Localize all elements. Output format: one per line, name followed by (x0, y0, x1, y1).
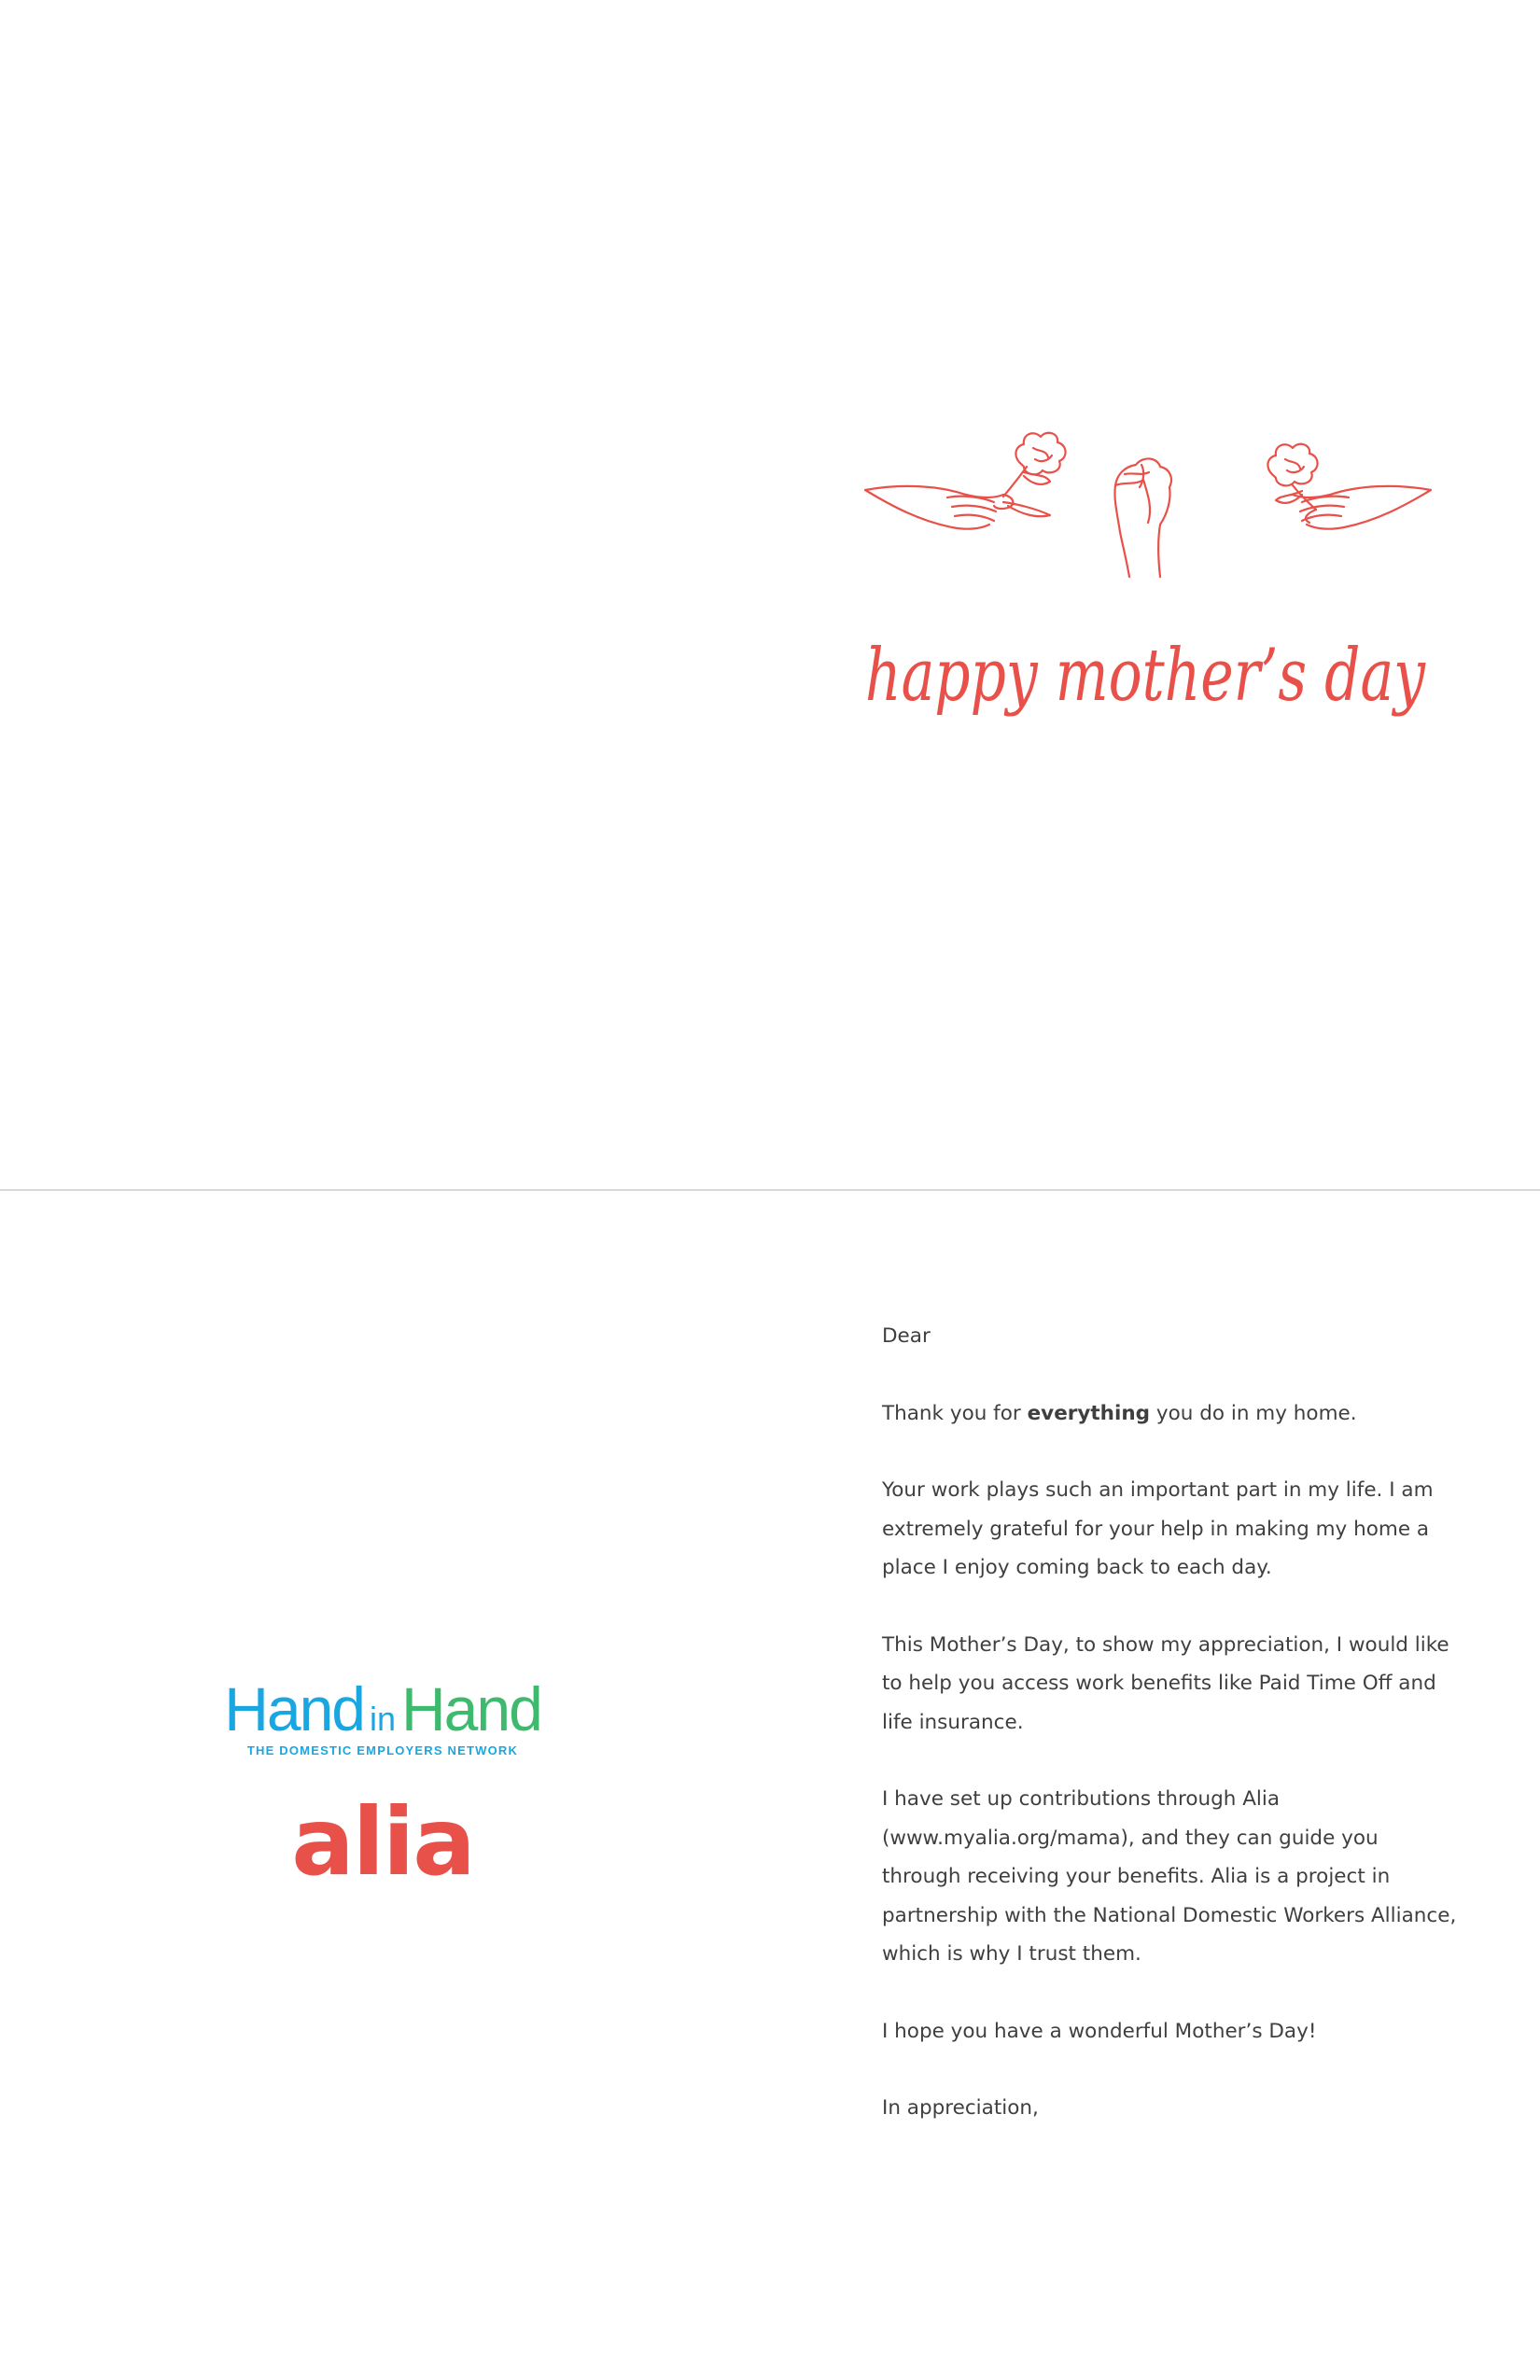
card-front (0, 0, 1540, 1189)
logo-word-hand-2: Hand (401, 1674, 541, 1743)
letter-paragraph-2: This Mother’s Day, to show my appreciation, I would like to help you access work benefits like Paid Time Off and life insurance. (882, 1632, 1449, 1734)
card-inside (0, 1191, 1540, 2380)
letter-paragraph-1: Your work plays such an important part in my life. I am extremely grateful for your help in making my home a place I enjoy coming back to each day. (882, 1478, 1434, 1579)
letter-paragraph-3: I have set up contributions through Alia (www.myalia.org/mama), and they can guide you through receiving your benefits. Alia is a project in partnership with the National Domestic Workers Alliance, which is why I trust them. (882, 1787, 1457, 1966)
letter-paragraph-4: I hope you have a wonderful Mother’s Day! (882, 2019, 1317, 2043)
letter-closing: In appreciation, (882, 2096, 1039, 2120)
letter-salutation: Dear (882, 1324, 931, 1348)
thanks-emphasis: everything (1027, 1401, 1151, 1425)
letter-thanks (882, 1394, 1461, 1434)
hands-with-flowers-and-fist-icon (863, 420, 1433, 583)
thanks-suffix: you do in my home. (1155, 1401, 1357, 1425)
logo-word-hand-1: Hand (224, 1674, 364, 1743)
hand-in-hand-wordmark (215, 1676, 551, 1752)
alia-logo: alia (291, 1787, 474, 1897)
logo-tagline: THE DOMESTIC EMPLOYERS NETWORK (246, 1743, 519, 1757)
logo-word-in: in (369, 1700, 397, 1738)
thanks-prefix: Thank you for (882, 1401, 1021, 1425)
letter-body (882, 1317, 1461, 2166)
svg-text:happy mother’s day: happy mother’s day (865, 634, 1426, 718)
logos-panel (187, 1658, 588, 1938)
card-title (863, 621, 1442, 742)
hand-in-hand-logo (215, 1676, 551, 1760)
